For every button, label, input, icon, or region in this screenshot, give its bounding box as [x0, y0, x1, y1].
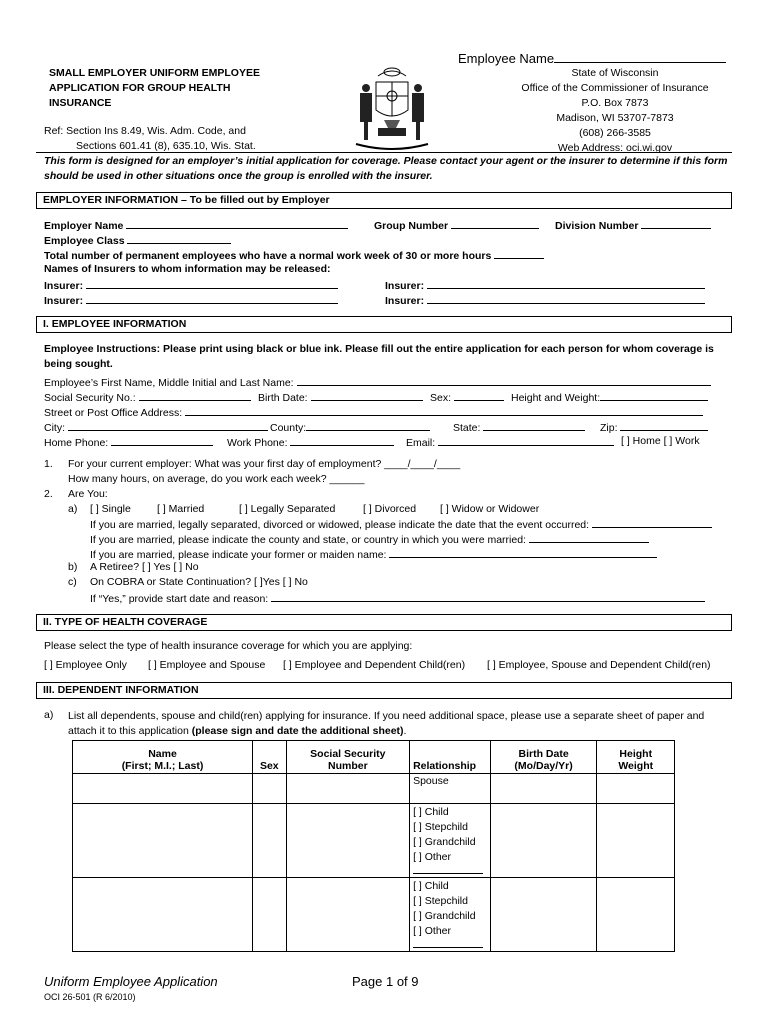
- dependent-height-weight-cell[interactable]: [597, 804, 675, 878]
- column-header-relationship: Relationship: [410, 741, 491, 774]
- employer-section-heading: EMPLOYER INFORMATION – To be filled out by Employer: [36, 192, 732, 209]
- insurer-field[interactable]: Insurer:: [44, 278, 338, 292]
- cobra-start-reason-field[interactable]: If “Yes,” provide start date and reason:: [90, 591, 705, 605]
- street-address-field[interactable]: Street or Post Office Address:: [44, 405, 703, 419]
- question-2a-label: a): [68, 503, 78, 515]
- dependent-name-cell[interactable]: [73, 774, 253, 804]
- dependent-name-cell[interactable]: [73, 878, 253, 952]
- coverage-section-heading: II. TYPE OF HEALTH COVERAGE: [36, 614, 732, 631]
- retiree-checkboxes[interactable]: A Retiree? [ ] Yes [ ] No: [90, 561, 199, 573]
- dependent-birth-date-cell[interactable]: [490, 804, 597, 878]
- cobra-checkboxes[interactable]: On COBRA or State Continuation? [ ]Yes [ ] No: [90, 576, 308, 588]
- dependent-relationship-cell: Spouse: [410, 774, 491, 804]
- column-header-height-weight: Height Weight: [597, 741, 675, 774]
- stepchild-checkbox[interactable]: [ ] Stepchild: [413, 821, 468, 833]
- birth-date-field[interactable]: Birth Date:: [258, 390, 423, 404]
- form-title: SMALL EMPLOYER UNIFORM EMPLOYEE APPLICATION FOR GROUP HEALTH INSURANCE: [49, 67, 260, 109]
- table-row: [73, 804, 675, 878]
- dependent-height-weight-cell[interactable]: [597, 774, 675, 804]
- dependent-relationship-cell[interactable]: [410, 878, 491, 952]
- maiden-name-field[interactable]: If you are married, please indicate your former or maiden name:: [90, 547, 657, 561]
- marital-event-date-field[interactable]: If you are married, legally separated, divorced or widowed, please indicate the date that the event occurred:: [90, 517, 712, 531]
- dependent-item-label: a): [44, 709, 54, 721]
- question-2b-label: b): [68, 561, 78, 573]
- grandchild-checkbox[interactable]: [ ] Grandchild: [413, 836, 476, 848]
- column-header-name: Name (First; M.I.; Last): [73, 741, 253, 774]
- height-weight-field[interactable]: Height and Weight:: [511, 390, 708, 404]
- child-checkbox[interactable]: [ ] Child: [413, 880, 449, 892]
- state-field[interactable]: State:: [453, 420, 585, 434]
- first-day-employment-field[interactable]: For your current employer: What was your first day of employment? ____/____/____: [68, 458, 461, 470]
- division-number-field[interactable]: Division Number: [555, 218, 711, 232]
- dependent-section-heading: III. DEPENDENT INFORMATION: [36, 682, 732, 699]
- stepchild-checkbox[interactable]: [ ] Stepchild: [413, 895, 468, 907]
- dependent-ssn-cell[interactable]: [286, 774, 410, 804]
- table-row: [73, 878, 675, 952]
- coverage-employee-children-checkbox[interactable]: [ ] Employee and Dependent Child(ren): [283, 659, 466, 671]
- insurer-field[interactable]: Insurer:: [44, 293, 338, 307]
- employee-name-label: Employee Name: [458, 51, 555, 66]
- dependent-ssn-cell[interactable]: [286, 804, 410, 878]
- dependent-table-header: [73, 741, 675, 774]
- wisconsin-state-seal: [354, 62, 430, 152]
- intro-text: This form is designed for an employer’s initial application for coverage. Please contact your agent or the insurer to determine if this form should be used in other situations once the group is enrolled with the insurer.: [44, 155, 728, 182]
- dependent-instructions: List all dependents, spouse and child(ren) applying for insurance. If you need additional space, please use a separate sheet of paper and attach it to this application (please sign and date the additional sheet).: [68, 710, 705, 737]
- question-2-number: 2.: [44, 488, 53, 500]
- question-2-label: Are You:: [68, 488, 108, 500]
- footer-title: Uniform Employee Application: [44, 974, 218, 989]
- group-number-field[interactable]: Group Number: [374, 218, 539, 232]
- dependent-sex-cell[interactable]: [253, 774, 287, 804]
- page-number: Page 1 of 9: [352, 974, 419, 989]
- coverage-family-checkbox[interactable]: [ ] Employee, Spouse and Dependent Child(ren): [487, 659, 711, 671]
- column-header-sex: Sex: [253, 741, 287, 774]
- coverage-prompt: Please select the type of health insurance coverage for which you are applying:: [44, 640, 413, 652]
- total-employees-field[interactable]: Total number of permanent employees who have a normal work week of 30 or more hours: [44, 248, 544, 262]
- county-field[interactable]: County:: [270, 420, 430, 434]
- city-field[interactable]: City:: [44, 420, 268, 434]
- dependent-birth-date-cell[interactable]: [490, 878, 597, 952]
- child-checkbox[interactable]: [ ] Child: [413, 806, 449, 818]
- coverage-employee-only-checkbox[interactable]: [ ] Employee Only: [44, 659, 127, 671]
- marriage-location-field[interactable]: If you are married, please indicate the county and state, or country in which you were married:: [90, 532, 649, 546]
- insurer-names-label: Names of Insurers to whom information may be released:: [44, 263, 331, 275]
- office-address: State of Wisconsin Office of the Commissioner of Insurance P.O. Box 7873 Madison, WI 53707-7873 (608) 266-3585 Web Address: oci.wi.gov: [521, 67, 709, 154]
- dependent-sex-cell[interactable]: [253, 804, 287, 878]
- work-phone-field[interactable]: Work Phone:: [227, 435, 394, 449]
- zip-field[interactable]: Zip:: [600, 420, 708, 434]
- home-phone-field[interactable]: Home Phone:: [44, 435, 213, 449]
- marital-separated-checkbox[interactable]: [ ] Legally Separated: [239, 503, 336, 515]
- employee-class-field[interactable]: Employee Class: [44, 233, 231, 247]
- marital-single-checkbox[interactable]: [ ] Single: [90, 503, 131, 515]
- other-relationship-line[interactable]: [413, 939, 483, 948]
- ref-text: Ref: Section Ins 8.49, Wis. Adm. Code, and Sections 601.41 (8), 635.10, Wis. Stat.: [44, 125, 256, 152]
- employee-full-name-field[interactable]: Employee’s First Name, Middle Initial and Last Name:: [44, 375, 711, 389]
- dependent-height-weight-cell[interactable]: [597, 878, 675, 952]
- employer-name-field[interactable]: Employer Name: [44, 218, 348, 232]
- other-relationship-line[interactable]: [413, 865, 483, 874]
- sex-field[interactable]: Sex:: [430, 390, 504, 404]
- column-header-birth-date: Birth Date (Mo/Day/Yr): [490, 741, 597, 774]
- dependent-relationship-cell[interactable]: [410, 804, 491, 878]
- other-checkbox[interactable]: [ ] Other: [413, 925, 452, 937]
- form-number: OCI 26-501 (R 6/2010): [44, 992, 136, 1002]
- column-header-ssn: Social Security Number: [286, 741, 410, 774]
- dependent-table: [72, 740, 675, 952]
- weekly-hours-field[interactable]: How many hours, on average, do you work each week? ______: [68, 473, 365, 485]
- dependent-birth-date-cell[interactable]: [490, 774, 597, 804]
- dependent-name-cell[interactable]: [73, 804, 253, 878]
- coverage-employee-spouse-checkbox[interactable]: [ ] Employee and Spouse: [148, 659, 266, 671]
- other-checkbox[interactable]: [ ] Other: [413, 851, 452, 863]
- insurer-field[interactable]: Insurer:: [385, 278, 705, 292]
- employee-instructions: Employee Instructions: Please print using black or blue ink. Please fill out the entire application for each person for whom coverage is being sought.: [44, 343, 714, 370]
- email-field[interactable]: Email:: [406, 435, 614, 449]
- question-1-number: 1.: [44, 458, 53, 470]
- question-2c-label: c): [68, 576, 77, 588]
- email-type-checkboxes[interactable]: [ ] Home [ ] Work: [621, 435, 700, 447]
- dependent-sex-cell[interactable]: [253, 878, 287, 952]
- employee-name-field[interactable]: [458, 50, 726, 66]
- header-divider: [36, 152, 732, 153]
- grandchild-checkbox[interactable]: [ ] Grandchild: [413, 910, 476, 922]
- table-row: [73, 774, 675, 804]
- dependent-ssn-cell[interactable]: [286, 878, 410, 952]
- ssn-field[interactable]: Social Security No.:: [44, 390, 251, 404]
- marital-widow-checkbox[interactable]: [ ] Widow or Widower: [440, 503, 540, 515]
- insurer-field[interactable]: Insurer:: [385, 293, 705, 307]
- employee-section-heading: I. EMPLOYEE INFORMATION: [36, 316, 732, 333]
- marital-married-checkbox[interactable]: [ ] Married: [157, 503, 205, 515]
- marital-divorced-checkbox[interactable]: [ ] Divorced: [363, 503, 417, 515]
